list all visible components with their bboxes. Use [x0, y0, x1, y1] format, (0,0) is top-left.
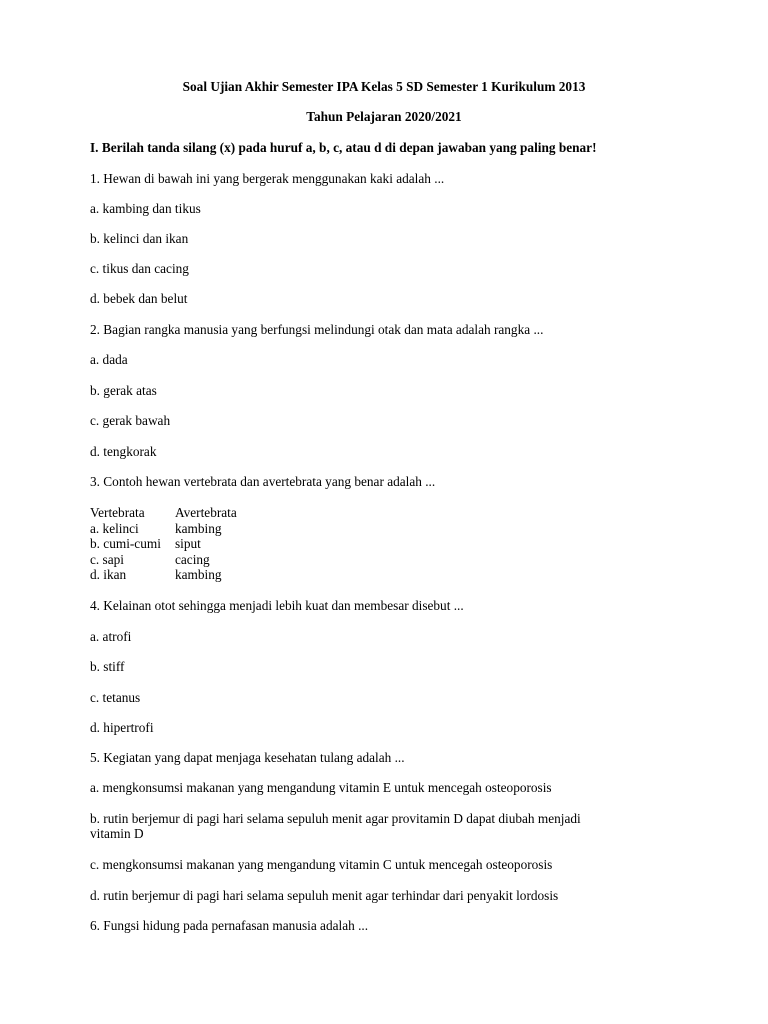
q4-option-b: b. stiff [90, 659, 125, 674]
q1-option-a: a. kambing dan tikus [90, 201, 201, 216]
q3-row-a-avertebrata: kambing [175, 521, 222, 536]
q5-option-b-continued: vitamin D [90, 826, 144, 841]
q1-option-b: b. kelinci dan ikan [90, 231, 189, 246]
q2-option-c: c. gerak bawah [90, 413, 171, 428]
q3-row-d-avertebrata: kambing [175, 567, 222, 582]
q5-option-b: b. rutin berjemur di pagi hari selama sepuluh menit agar provitamin D dapat diubah menjadi [90, 811, 581, 826]
q4-option-a: a. atrofi [90, 629, 132, 644]
question-6: 6. Fungsi hidung pada pernafasan manusia adalah ... [90, 918, 369, 933]
q5-option-d: d. rutin berjemur di pagi hari selama sepuluh menit agar terhindar dari penyakit lordosis [90, 888, 559, 903]
q3-header-avertebrata: Avertebrata [175, 505, 237, 520]
instruction: I. Berilah tanda silang (x) pada huruf a, b, c, atau d di depan jawaban yang paling benar! [90, 140, 597, 155]
q3-header-vertebrata: Vertebrata [90, 505, 145, 520]
q2-option-b: b. gerak atas [90, 383, 157, 398]
q3-row-c-vertebrata: c. sapi [90, 552, 124, 567]
q3-row-b-avertebrata: siput [175, 536, 201, 551]
q1-option-d: d. bebek dan belut [90, 291, 188, 306]
question-5: 5. Kegiatan yang dapat menjaga kesehatan tulang adalah ... [90, 750, 405, 765]
question-4: 4. Kelainan otot sehingga menjadi lebih kuat dan membesar disebut ... [90, 598, 464, 613]
question-3: 3. Contoh hewan vertebrata dan avertebrata yang benar adalah ... [90, 474, 436, 489]
q2-option-d: d. tengkorak [90, 444, 157, 459]
q4-option-c: c. tetanus [90, 690, 141, 705]
q2-option-a: a. dada [90, 352, 128, 367]
question-1: 1. Hewan di bawah ini yang bergerak menggunakan kaki adalah ... [90, 171, 445, 186]
question-2: 2. Bagian rangka manusia yang berfungsi melindungi otak dan mata adalah rangka ... [90, 322, 544, 337]
q3-row-a-vertebrata: a. kelinci [90, 521, 139, 536]
document-title: Soal Ujian Akhir Semester IPA Kelas 5 SD Semester 1 Kurikulum 2013 [182, 79, 586, 94]
q5-option-c: c. mengkonsumsi makanan yang mengandung vitamin C untuk mencegah osteoporosis [90, 857, 553, 872]
q1-option-c: c. tikus dan cacing [90, 261, 189, 276]
q4-option-d: d. hipertrofi [90, 720, 154, 735]
q3-row-d-vertebrata: d. ikan [90, 567, 127, 582]
q3-row-b-vertebrata: b. cumi-cumi [90, 536, 161, 551]
q3-row-c-avertebrata: cacing [175, 552, 210, 567]
q5-option-a: a. mengkonsumsi makanan yang mengandung vitamin E untuk mencegah osteoporosis [90, 780, 552, 795]
document-subtitle: Tahun Pelajaran 2020/2021 [306, 109, 462, 124]
